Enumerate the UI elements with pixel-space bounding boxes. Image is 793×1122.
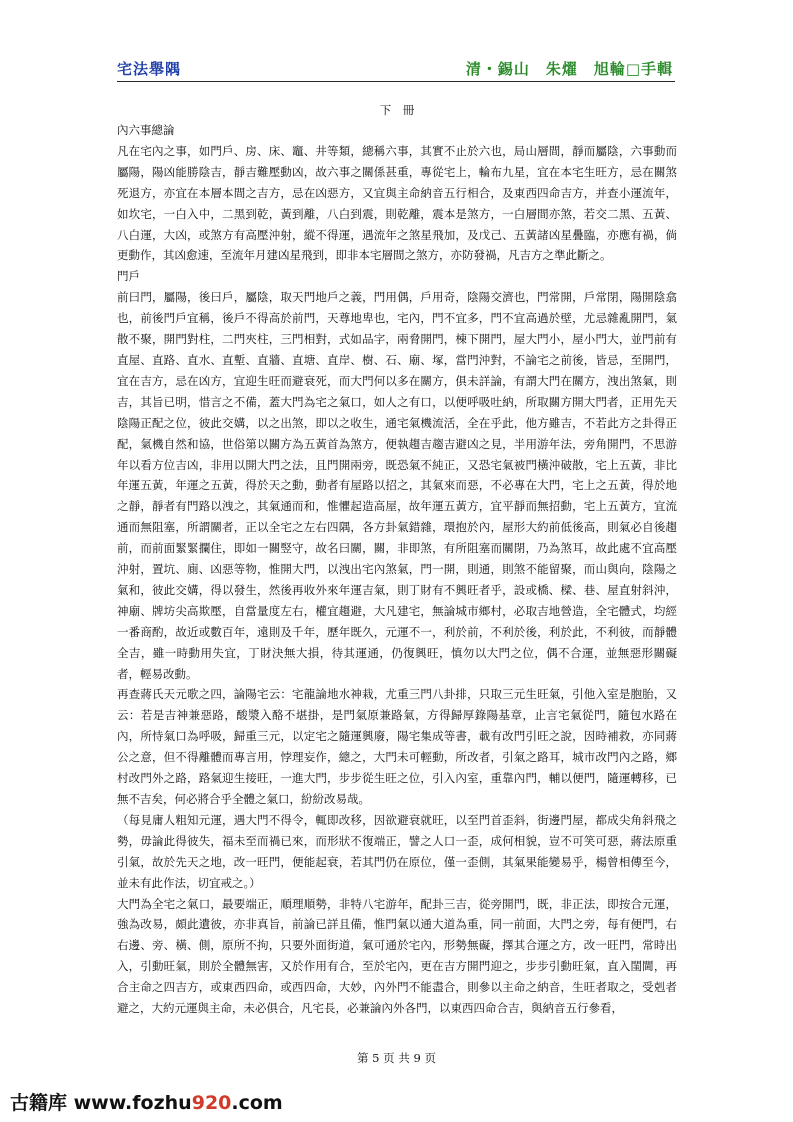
- header-rule: [117, 81, 675, 82]
- heading-men-hu: 門戶: [117, 269, 140, 284]
- header-author-credit: 清・錫山 朱燿 旭輪□手輯: [465, 60, 673, 78]
- paragraph-liu-shi-overview: 凡在宅內之事，如門戶、房、床、竈、井等類，總稱六事，其實不止於六也，局山層間，靜而屬陰，六事動而屬陽，陽凶能勝陰吉，靜吉難壓動凶，故六事之關係甚重，專從宅上，輪布九星，宜在本宅生旺方，忌在關煞死退方，亦宜在本層本間之吉方，忌在凶惡方，又宜與主命納音五行相合，及東西四命吉方，并查小運流年，如坎宅，一白入中，二黑到乾，黃到離，八白到震，則乾離，震本是煞方，一白層間亦煞，若交二黑、五黃、八白運，大凶，或煞方有高壓沖射，縱不得運，遇流年之煞星飛加，及戊己、五黃諸凶星疊臨，亦應有禍，倘更動作，其凶愈速，至流年月建凶星飛到，即非本宅層間之煞方，亦防發禍，凡吉方之準此斷之。: [117, 143, 677, 263]
- watermark-suffix: .com: [231, 1092, 283, 1114]
- header-book-title: 宅法舉隅: [117, 60, 182, 78]
- paragraph-jiang-shi: 再查蔣氏天元歌之四，論陽宅云：宅龍論地水神栽，尤重三門八卦排，只取三元生旺氣，引他入室是胞胎，又云：若是吉神兼惡路，酸漿入酪不堪掛，是門氣原兼路氣，方得歸厚錄陽基章，止言宅氣從門，隨包水路在內，所恃氣口為呼吸，歸重三元，以定宅之隨運興廢，陽宅集成等書，載有改門引旺之說，因時補救，亦同蔣公之意，但不得離體而專言用，悖理妄作，總之，大門未可輕動，所改者，引氣之路耳，城市改門內之路，鄉村改門外之路，路氣迎生接旺，一進大門，步步從生旺之位，引入內室，重靠內門，輔以便門，隨運轉移，已無不吉矣，何必將合乎全體之氣口，紛紛改易哉。: [117, 687, 677, 806]
- paragraph-men-hu: 前曰門，屬陽，後曰戶，屬陰，取天門地戶之義，門用偶，戶用奇，陰陽交濟也，門常開，戶常閉，陽開陰翕也，前後門戶宜稱，後戶不得高於前門，天尊地卑也，宅內，門不宜多，門不宜高過於壁，尤忌雜亂開門，氣散不聚，開門對柱，二門夾柱，三門相對，式如品字，兩脅開門，棟下開門，屋大門小，屋小門大，並門前有直屋、直路、直水、直塹、直牆、直塘、直岸、樹、石、廟、塚，當門沖對，不論宅之前後，皆忌，至開門，宜在吉方，忌在凶方，宜迎生旺而避衰死，而大門何以多在關方，俱未詳論，有謂大門在關方，洩出煞氣，則吉，其旨已明，惜言之不備，蓋大門為宅之氣口，如人之有口，以便呼吸吐納，所取關方開大門者，正用先天陰陽正配之位，彼此交媾，以之出煞，即以之收生，通宅氣機流活，全在乎此，他方雖吉，不若此方之卦得正配，氣機自然和協，世俗第以關方為五黃首為煞方，便執趨吉趨吉避凶之見，半用游年法，旁角開門，不思游年以看方位吉凶，非用以開大門之法，且門開兩旁，既恐氣不純正，又恐宅氣被門橫沖破散，宅上五黃，非比年運五黃，年運之五黃，得於天之動，動者有屋路以招之，其氣來而惡，不必專在大門，宅上之五黃，得於地之靜，靜者有門路以洩之，其氣通而和，惟懼起造高屋，故年運五黃方，宜平靜而無招動，宅上五黃方，宜流通而無阻塞，所謂關者，正以全宅之左右四隅，各方卦氣錯雜，環抱於內，屋形大約前低後高，則氣必自後趨前，而前面緊緊攔住，即如一關竪守，故名曰關，關，非即煞，有所阻塞而關閉，乃為煞耳，故此處不宜高壓沖射，置坑、廁、凶惡等物，惟開大門，以洩出宅內煞氣，門一開，則通，則煞不能留聚，而山與向，陰陽之氣和，彼此交媾，得以發生，然後再收外來年運吉氣，則丁財有不興旺者乎，設或橋、樑、巷、屋直射斜沖，神廟、牌坊尖高欺壓，自當量度左右，權宜趨避，大凡建宅，無論城市鄉村，必取吉地營造，全宅體式，均經一番商酌，故近或數百年，遠則及千年，歷年既久，元運不一，利於前，不利於後，利於此，不利彼，而靜體全吉，雖一時動用失宜，丁財決無大損，待其運通，仍復興旺，慎勿以大門之位，偶不合運，並無惡形關礙者，輕易改動。: [117, 290, 677, 681]
- watermark-number: 920: [191, 1092, 232, 1114]
- page-header: [117, 56, 675, 82]
- site-watermark: [10, 1088, 283, 1115]
- heading-nei-liu-shi: 內六事總論: [117, 123, 175, 137]
- watermark-prefix: 古籍库 www.fozhu: [10, 1092, 192, 1114]
- paragraph-note: （每見庸人粗知元運，遇大門不得令，輒即改移，因欲避衰就旺，以至門首歪斜，街邊門屋，都成尖角斜飛之勢，毋論此得彼失，福未至而禍已來，而形狀不復端正，譬之人口一歪，成何相貌，豈不可笑可惡，蔣法原重引氣，故於先天之地，改一旺門，便能起衰，若其門仍在原位，僅一歪側，其氣果能變易乎，楊曾相傳至今，並未有此作法，切宜戒之。）: [117, 812, 677, 890]
- page-number-footer: 第 5 页 共 9 页: [357, 1051, 436, 1065]
- document-body: [117, 100, 677, 1019]
- paragraph-da-men: 大門為全宅之氣口，最要端正，順理順勢，非特八宅游年，配卦三吉，從旁開門，既，非正法，即按合元運，強為改易，頗此遺彼，亦非真旨，前論已詳且備，惟門氣以通大道為重，同一前面，大門之旁，每有便門，右右邊、旁、橫、側，原所不拘，只要外面街道，氣可通於宅內，形勢無礙，擇其合運之方，改一旺門，常時出入，引動旺氣，則於全體無害，又於作用有合，至於宅內，更在吉方開門迎之，步步引動旺氣，直入閨閫，再合主命之四吉方，或東西四命，或西四命，大妙，內外門不能盡合，則參以主命之納音，生旺者取之，受剋者避之，大約元運與主命，未必俱合，凡宅長，必兼論內外各門，以東西四命合吉，與納音五行參看，: [117, 896, 677, 1016]
- volume-title: 下 冊: [379, 103, 415, 117]
